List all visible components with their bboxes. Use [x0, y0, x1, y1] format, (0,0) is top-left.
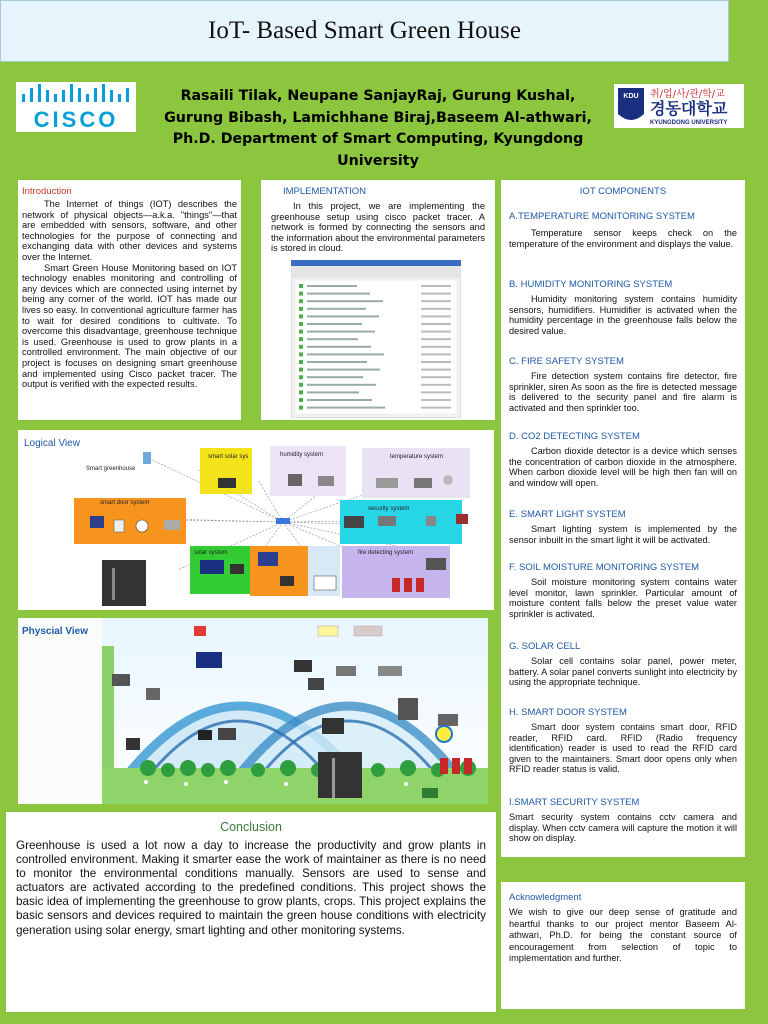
- iot-components-panel: [501, 180, 745, 857]
- component-text: Fire detection system contains fire detector, fire sprinkler, siren As soon as the fire is detected message is delivered to the security panel and fire alarm is activated and then sprinkler too.: [509, 371, 737, 413]
- row-value: [421, 391, 451, 393]
- row-line: [307, 323, 362, 325]
- status-dot: [299, 284, 303, 288]
- author-block: [140, 86, 616, 172]
- row-line: [307, 308, 366, 310]
- row-value: [421, 338, 451, 340]
- component-title: F. SOIL MOISTURE MONITORING SYSTEM: [509, 562, 700, 573]
- poster-title: IoT- Based Smart Green House: [208, 17, 521, 44]
- row-value: [421, 376, 451, 378]
- conclusion-panel: [6, 812, 496, 1012]
- svg-text:Smart greenhouse: Smart greenhouse: [86, 466, 136, 472]
- row-line: [307, 300, 383, 302]
- logical-view-panel: [18, 430, 494, 610]
- cisco-logo: [16, 82, 136, 132]
- row-line: [307, 361, 367, 363]
- cisco-bars-icon: [16, 82, 136, 132]
- author-line: Gurung Bibash, Lamichhane Biraj,Baseem Al-athwari,: [164, 109, 592, 126]
- acknowledgment-paragraph: We wish to give our deep sense of gratitude and heartful thanks to our project mentor Baseem Al-athwari, Ph.D. for being the constant source of encouragement from selection of topic to implementation and further.: [509, 907, 737, 964]
- row-line: [307, 338, 358, 340]
- component-item: [509, 797, 737, 844]
- row-value: [421, 361, 451, 363]
- author-line: Rasaili Tilak, Neupane SanjayRaj, Gurung Kushal,: [180, 88, 576, 104]
- component-text: Smart lighting system is implemented by the sensor inbuilt in the smart light it will be activated.: [509, 524, 737, 545]
- row-value: [421, 323, 451, 325]
- component-item: [509, 356, 737, 431]
- svg-text:smart door system: smart door system: [100, 500, 150, 506]
- introduction-paragraph: Smart Green House Monitoring based on IOT technology enables monitoring and controlling of any devices which are connected using internet by being any corner of the world. IOT has made our lives so easy. In conventional agriculture farmer has to wait for desired conditions to cultivate. To overcome this disadvantage, greenhouse technique is used. Greenhouse is used to grow plants in a controlled environment. The main objective of our project is focuses on designing smart greenhouse and implemented using Cisco packet tracer. The output is verified with the expected results.: [22, 262, 237, 390]
- status-dot: [299, 398, 303, 402]
- component-item: [509, 509, 737, 562]
- svg-text:경동대학교: 경동대학교: [650, 99, 728, 118]
- implementation-panel: [261, 180, 495, 420]
- packet-tracer-screenshot: [291, 260, 461, 418]
- implementation-heading: IMPLEMENTATION: [283, 186, 367, 197]
- svg-text:smart solar sys: smart solar sys: [208, 454, 249, 460]
- implementation-paragraph: In this project, we are implementing the greenhouse setup using cisco packet tracer. A network is formed by connecting the sensors and the information about the environmental parameters is stored in cloud.: [271, 201, 485, 254]
- conclusion-paragraph: Greenhouse is used a lot now a day to increase the productivity and grow plants in controlled environment. Making it smarter ease the work of maintainer as there is no need to monitor the environmental conditions manually. Sensors are used to sense and actuators are activated according to the predefined conditions. This project shows the basic idea of implementing the greenhouse to grow plants, crops. This project explains the basic sensors and devices required to maintain the green house conditions with electricity generation using solar energy, smart lighting and other monitoring systems.: [16, 839, 486, 937]
- status-dot: [299, 292, 303, 296]
- author-line: Ph.D. Department of Smart Computing, Kyungdong: [172, 131, 584, 147]
- svg-text:fire detecting system: fire detecting system: [358, 550, 414, 556]
- component-title: H. SMART DOOR SYSTEM: [509, 707, 627, 718]
- status-dot: [299, 299, 303, 303]
- status-dot: [299, 337, 303, 341]
- row-value: [421, 300, 451, 302]
- status-dot: [299, 390, 303, 394]
- svg-text:security system: security system: [368, 506, 410, 512]
- row-line: [307, 384, 376, 386]
- logical-network-diagram: [18, 430, 494, 610]
- acknowledgment-panel: [501, 882, 745, 1009]
- component-title: E. SMART LIGHT SYSTEM: [509, 509, 626, 520]
- component-text: Soil moisture monitoring system contains water level monitor, lawn sprinkler. Particular amount of moisture content falls below the preset value water sprinkler is activated.: [509, 577, 737, 619]
- row-value: [421, 407, 451, 409]
- row-value: [421, 346, 451, 348]
- row-value: [421, 285, 451, 287]
- row-line: [307, 376, 363, 378]
- svg-text:humidity system: humidity system: [280, 452, 324, 458]
- row-value: [421, 308, 451, 310]
- status-dot: [299, 314, 303, 318]
- component-text: Temperature sensor keeps check on the temperature of the environment and displays the value.: [509, 228, 737, 249]
- introduction-paragraph: The Internet of things (IOT) describes the network of physical objects—a.k.a. "things"—that are embedded with sensors, software, and other technologies for the purpose of connecting and exchanging data with other devices and systems over the Internet.: [22, 199, 237, 262]
- logical-view-label: Logical View: [24, 438, 80, 449]
- title-banner: [0, 0, 729, 62]
- status-dot: [299, 368, 303, 372]
- component-item: [509, 707, 737, 797]
- row-line: [307, 369, 380, 371]
- svg-text:CISCO: CISCO: [33, 107, 119, 132]
- introduction-heading: Introduction: [22, 186, 72, 197]
- row-value: [421, 293, 451, 295]
- conclusion-heading: Conclusion: [220, 820, 282, 834]
- row-value: [421, 315, 451, 317]
- row-line: [307, 285, 357, 287]
- svg-text:KDU: KDU: [623, 93, 639, 100]
- row-value: [421, 353, 451, 355]
- row-line: [307, 315, 379, 317]
- author-line: University: [337, 152, 419, 169]
- status-dot: [299, 406, 303, 410]
- component-title: D. CO2 DETECTING SYSTEM: [509, 431, 640, 442]
- component-item: [509, 211, 737, 279]
- row-line: [307, 346, 371, 348]
- status-dot: [299, 360, 303, 364]
- svg-text:solar system: solar system: [194, 550, 228, 556]
- physical-greenhouse-illustration: [18, 618, 488, 804]
- component-title: A.TEMPERATURE MONITORING SYSTEM: [509, 211, 695, 222]
- iot-components-heading: IOT COMPONENTS: [579, 186, 667, 197]
- row-line: [307, 293, 370, 295]
- status-dot: [299, 322, 303, 326]
- svg-text:temperature system: temperature system: [390, 454, 444, 460]
- kyungdong-logo: [614, 84, 744, 128]
- status-dot: [299, 352, 303, 356]
- introduction-panel: [18, 180, 241, 420]
- component-text: Smart security system contains cctv camera and display. When cctv camera will capture the motion it will show on display.: [509, 812, 737, 844]
- status-dot: [299, 307, 303, 311]
- physical-view-label: Physcial View: [22, 626, 88, 637]
- component-title: C. FIRE SAFETY SYSTEM: [509, 356, 624, 367]
- component-text: Carbon dioxide detector is a device which senses the concentration of carbon dioxide in the atmosphere. When carbon dioxide level will be high then fan will on and window will open.: [509, 446, 737, 488]
- component-title: G. SOLAR CELL: [509, 641, 581, 652]
- component-text: Solar cell contains solar panel, power meter, battery. A solar panel converts sunlight into electricity by using the appropriate technique.: [509, 656, 737, 688]
- status-dot: [299, 330, 303, 334]
- row-line: [307, 331, 375, 333]
- row-value: [421, 384, 451, 386]
- component-title: B. HUMIDITY MONITORING SYSTEM: [509, 279, 673, 290]
- component-item: [509, 641, 737, 707]
- component-text: Smart door system contains smart door, RFID reader, RFID card. RFID (Radio frequency identification) reader is used to read the RFID card given to the maintainers. Smart door opens only when RFID reader status is valid.: [509, 722, 737, 775]
- component-text: Humidity monitoring system contains humidity sensors, humidifiers. Humidifier is activated when the humidity percentage in the greenhouse falls below the desired value.: [509, 294, 737, 336]
- row-line: [307, 391, 359, 393]
- acknowledgment-heading: Acknowledgment: [509, 892, 582, 903]
- svg-text:취/업/사/관/학/교: 취/업/사/관/학/교: [650, 89, 725, 100]
- status-dot: [299, 345, 303, 349]
- status-dot: [299, 375, 303, 379]
- row-value: [421, 399, 451, 401]
- row-value: [421, 331, 451, 333]
- component-title: I.SMART SECURITY SYSTEM: [509, 797, 640, 808]
- component-item: [509, 562, 737, 641]
- row-line: [307, 353, 384, 355]
- physical-view-panel: [18, 618, 488, 804]
- component-item: [509, 279, 737, 356]
- row-line: [307, 399, 372, 401]
- row-line: [307, 407, 385, 409]
- svg-text:KYUNGDONG UNIVERSITY: KYUNGDONG UNIVERSITY: [650, 120, 728, 126]
- component-item: [509, 431, 737, 509]
- row-value: [421, 369, 451, 371]
- status-dot: [299, 383, 303, 387]
